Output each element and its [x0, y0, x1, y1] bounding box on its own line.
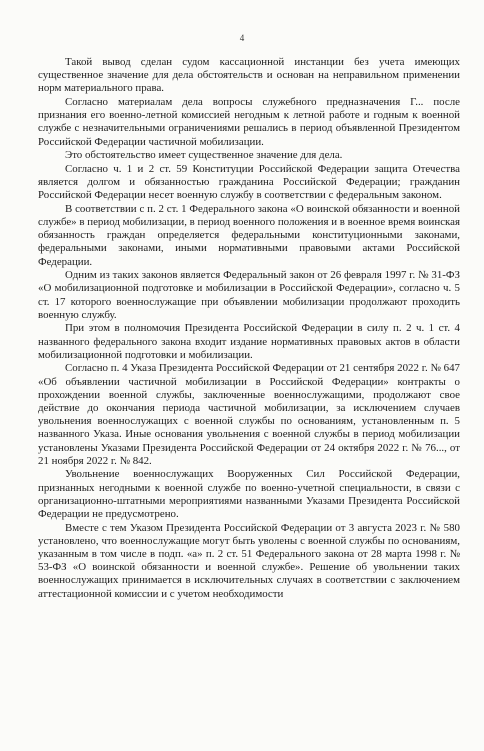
paragraph: Одним из таких законов является Федеральный закон от 26 февраля 1997 г. № 31-ФЗ «О мобилизационной подготовке и мобилизации в Российской Федерации», согласно ч. 5 ст. 17 которого военнослужащие при объявлении мобилизации продолжают проходить военную службу. — [38, 269, 460, 321]
paragraph: Увольнение военнослужащих Вооруженных Сил Российской Федерации, признанных негодными к военной службе по военно-учетной специальности, в связи с организационно-штатными мероприятиями названными Указами Президента Российской Федерации не предусмотрено. — [38, 468, 460, 521]
paragraph: Такой вывод сделан судом кассационной инстанции без учета имеющих существенное значение для дела обстоятельств и основан на неправильном применении норм материального права. — [38, 56, 460, 95]
page-number: 4 — [239, 33, 245, 43]
document-body — [38, 56, 460, 601]
paragraph: Это обстоятельство имеет существенное значение для дела. — [65, 149, 343, 162]
paragraph: Вместе с тем Указом Президента Российской Федерации от 3 августа 2023 г. № 580 установлено, что военнослужащие могут быть уволены с военной службы по основаниям, указанным в том числе в подп. «а» п. 2 ст. 51 Федерального закона от 28 марта 1998 г. № 53-ФЗ «О воинской обязанности и военной службе». Решение об увольнении таких военнослужащих принимается в исключительных случаях в соответствии с заключением аттестационной комиссии и с учетом необходимости — [38, 521, 460, 600]
paragraph: Согласно ч. 1 и 2 ст. 59 Конституции Российской Федерации защита Отечества является долгом и обязанностью гражданина Российской Федерации; гражданин Российской Федерации несет военную службу в соответствии с федеральным законом. — [38, 162, 460, 202]
paragraph: В соответствии с п. 2 ст. 1 Федерального закона «О воинской обязанности и военной службе» в период мобилизации, в период военного положения и в военное время воинская обязанность граждан определяется федеральными конституционными законами, федеральными законами, иными нормативными правовыми актами Российской Федерации. — [38, 202, 460, 268]
paragraph: При этом в полномочия Президента Российской Федерации в силу п. 2 ч. 1 ст. 4 названного федерального закона входит издание нормативных правовых актов в области мобилизационной подготовки и мобилизации. — [38, 322, 460, 361]
paragraph: Согласно п. 4 Указа Президента Российской Федерации от 21 сентября 2022 г. № 647 «Об объявлении частичной мобилизации в Российской Федерации» контракты о прохождении военной службы, заключенные военнослужащими, продолжают свое действие до окончания периода частичной мобилизации, за исключением случаев увольнения военнослужащих с военной службы по основаниям, установленным п. 5 названного Указа. Иные основания увольнения с военной службы в период мобилизации установлены Указами Президента Российской Федерации от 24 октября 2022 г. № 76..., от 21 ноября 2022 г. № 842. — [38, 362, 460, 467]
paragraph: Согласно материалам дела вопросы служебного предназначения Г... после признания его военно-летной комиссией негодным к летной работе и годным к военной службе с незначительными ограничениями решались в период объявленной Президентом Российской Федерации частичной мобилизации. — [38, 96, 460, 148]
